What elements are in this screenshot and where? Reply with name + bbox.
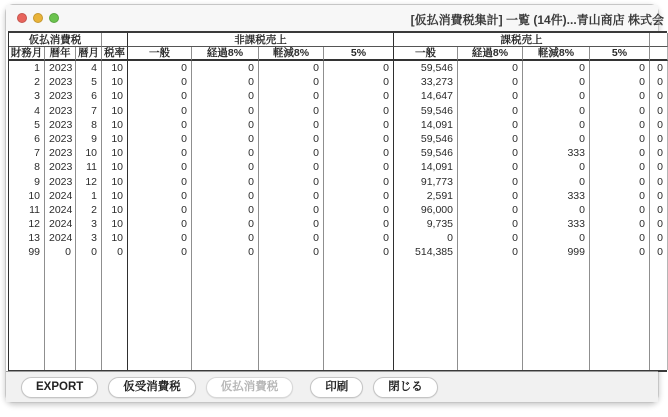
table-cell[interactable]: 10 (102, 231, 128, 245)
table-cell[interactable]: 91,773 (394, 175, 458, 189)
table-cell[interactable]: 0 (590, 189, 650, 203)
table-cell[interactable]: 0 (650, 175, 668, 189)
table-cell[interactable]: 0 (259, 203, 324, 217)
table-cell[interactable]: 0 (458, 146, 523, 160)
print-button[interactable]: 印刷 (310, 377, 363, 398)
temporary-received-tax-button[interactable]: 仮受消費税 (108, 377, 196, 398)
table-cell[interactable]: 0 (192, 61, 259, 75)
table-cell[interactable]: 0 (128, 175, 192, 189)
table-cell[interactable]: 2023 (45, 61, 76, 75)
table-cell[interactable]: 6 (76, 89, 102, 103)
table-cell[interactable]: 0 (650, 61, 668, 75)
table-cell[interactable]: 0 (76, 245, 102, 259)
table-cell[interactable]: 333 (523, 217, 590, 231)
table-cell[interactable]: 2023 (45, 118, 76, 132)
table-cell[interactable]: 4 (9, 104, 45, 118)
table-cell[interactable]: 10 (102, 132, 128, 146)
table-cell[interactable]: 0 (192, 175, 259, 189)
table-cell[interactable]: 0 (128, 89, 192, 103)
column-header: 暦月 (76, 47, 102, 61)
table-cell[interactable]: 7 (9, 146, 45, 160)
table-cell[interactable]: 0 (590, 89, 650, 103)
column-header: 一般 (128, 47, 192, 61)
table-cell[interactable]: 0 (259, 175, 324, 189)
table-cell[interactable]: 333 (523, 189, 590, 203)
table-cell[interactable]: 10 (102, 118, 128, 132)
table-cell[interactable]: 0 (590, 61, 650, 75)
table-cell[interactable]: 0 (324, 231, 394, 245)
table-cell[interactable]: 8 (9, 160, 45, 174)
table-cell[interactable]: 14,091 (394, 160, 458, 174)
table-cell[interactable]: 0 (324, 61, 394, 75)
table-cell[interactable]: 2,591 (394, 189, 458, 203)
table-cell[interactable]: 10 (102, 89, 128, 103)
export-button[interactable]: EXPORT (21, 377, 98, 398)
column-header: 5% (324, 47, 394, 61)
table-cell[interactable]: 2023 (45, 146, 76, 160)
table-cell[interactable]: 13 (9, 231, 45, 245)
traffic-lights (17, 13, 59, 23)
table-cell[interactable]: 0 (523, 118, 590, 132)
column-group-header (102, 33, 128, 47)
table-cell[interactable]: 0 (523, 160, 590, 174)
table-cell[interactable]: 5 (76, 75, 102, 89)
table-cell[interactable]: 0 (324, 217, 394, 231)
table-cell[interactable]: 0 (650, 203, 668, 217)
table-cell[interactable]: 0 (192, 75, 259, 89)
title-bar (6, 5, 664, 31)
table-cell[interactable]: 10 (76, 146, 102, 160)
table-cell[interactable]: 0 (259, 217, 324, 231)
column-header (650, 47, 668, 61)
table-cell[interactable]: 0 (128, 118, 192, 132)
column-group-header (650, 33, 668, 47)
table-cell[interactable]: 0 (324, 189, 394, 203)
table-cell[interactable]: 0 (590, 104, 650, 118)
column-header: 税率 (102, 47, 128, 61)
table-cell[interactable]: 999 (523, 245, 590, 259)
filler-cell (590, 260, 650, 370)
table-cell[interactable]: 0 (650, 118, 668, 132)
tax-summary-table (8, 31, 667, 372)
column-header: 財務月 (9, 47, 45, 61)
table-cell[interactable]: 3 (9, 89, 45, 103)
table-cell[interactable]: 0 (458, 61, 523, 75)
table-cell[interactable]: 6 (9, 132, 45, 146)
table-cell[interactable]: 0 (259, 245, 324, 259)
table-cell[interactable]: 1 (76, 189, 102, 203)
table-cell[interactable]: 0 (458, 132, 523, 146)
table-cell[interactable]: 0 (324, 146, 394, 160)
table-cell[interactable]: 0 (128, 189, 192, 203)
table-cell[interactable]: 0 (523, 61, 590, 75)
table-cell[interactable]: 0 (324, 104, 394, 118)
table-cell[interactable]: 0 (394, 231, 458, 245)
table-cell[interactable]: 0 (324, 132, 394, 146)
table-cell[interactable]: 59,546 (394, 61, 458, 75)
column-header: 軽減8% (523, 47, 590, 61)
temporary-paid-tax-button[interactable]: 仮払消費税 (206, 377, 294, 398)
table-cell[interactable]: 0 (458, 104, 523, 118)
column-header: 一般 (394, 47, 458, 61)
table-cell[interactable]: 0 (128, 75, 192, 89)
table-cell[interactable]: 2023 (45, 89, 76, 103)
table-cell[interactable]: 0 (128, 104, 192, 118)
table-cell[interactable]: 0 (458, 217, 523, 231)
table-cell[interactable]: 0 (458, 203, 523, 217)
column-header: 5% (590, 47, 650, 61)
table-cell[interactable]: 10 (102, 217, 128, 231)
table-cell[interactable]: 1 (9, 61, 45, 75)
filler-cell (76, 260, 102, 370)
table-cell[interactable]: 0 (324, 89, 394, 103)
filler-cell (394, 260, 458, 370)
column-header: 暦年 (45, 47, 76, 61)
table-cell[interactable]: 0 (128, 132, 192, 146)
table-cell[interactable]: 0 (523, 104, 590, 118)
table-cell[interactable]: 0 (128, 217, 192, 231)
table-cell[interactable]: 0 (192, 104, 259, 118)
table-cell[interactable]: 10 (102, 203, 128, 217)
table-cell[interactable]: 0 (650, 146, 668, 160)
table-cell[interactable]: 9 (9, 175, 45, 189)
table-cell[interactable]: 0 (192, 189, 259, 203)
table-cell[interactable]: 59,546 (394, 132, 458, 146)
table-cell[interactable]: 0 (324, 160, 394, 174)
table-cell[interactable]: 59,546 (394, 104, 458, 118)
table-cell[interactable]: 14,647 (394, 89, 458, 103)
table-cell[interactable]: 0 (45, 245, 76, 259)
table-cell[interactable]: 2023 (45, 160, 76, 174)
table-cell[interactable]: 9 (76, 132, 102, 146)
table-cell[interactable]: 0 (324, 245, 394, 259)
minimize-window-button[interactable] (33, 13, 43, 23)
table-cell[interactable]: 8 (76, 118, 102, 132)
table-cell[interactable]: 0 (324, 118, 394, 132)
table-cell[interactable]: 0 (590, 203, 650, 217)
table-cell[interactable]: 10 (102, 104, 128, 118)
table-cell[interactable]: 333 (523, 146, 590, 160)
column-group-header: 仮払消費税 (9, 33, 102, 47)
table-cell[interactable]: 2024 (45, 189, 76, 203)
table-cell[interactable]: 0 (523, 203, 590, 217)
table-cell[interactable]: 0 (324, 203, 394, 217)
table-cell[interactable]: 0 (650, 245, 668, 259)
table-cell[interactable]: 0 (650, 89, 668, 103)
table-cell[interactable]: 12 (76, 175, 102, 189)
table-cell[interactable]: 0 (590, 217, 650, 231)
table-cell[interactable]: 11 (76, 160, 102, 174)
table-cell[interactable]: 0 (590, 175, 650, 189)
table-cell[interactable]: 2024 (45, 231, 76, 245)
table-cell[interactable]: 0 (259, 61, 324, 75)
column-group-header: 課税売上 (394, 33, 650, 47)
table-cell[interactable]: 10 (102, 61, 128, 75)
table-cell[interactable]: 0 (590, 146, 650, 160)
table-cell[interactable]: 0 (259, 75, 324, 89)
table-cell[interactable]: 0 (523, 231, 590, 245)
table-cell[interactable]: 12 (9, 217, 45, 231)
table-cell[interactable]: 0 (590, 75, 650, 89)
table-cell[interactable]: 4 (76, 61, 102, 75)
table-cell[interactable]: 59,546 (394, 146, 458, 160)
table-cell[interactable]: 0 (458, 118, 523, 132)
column-header: 経過8% (192, 47, 259, 61)
filler-cell (259, 260, 324, 370)
table-cell[interactable]: 0 (650, 160, 668, 174)
table-cell[interactable]: 0 (192, 118, 259, 132)
table-cell[interactable]: 0 (128, 245, 192, 259)
close-button[interactable]: 閉じる (373, 377, 438, 398)
table-cell[interactable]: 0 (192, 160, 259, 174)
table-cell[interactable]: 0 (192, 217, 259, 231)
table-cell[interactable]: 0 (650, 132, 668, 146)
table-cell[interactable]: 10 (102, 175, 128, 189)
table-cell[interactable]: 0 (128, 146, 192, 160)
table-cell[interactable]: 3 (76, 231, 102, 245)
table-cell[interactable]: 2 (76, 203, 102, 217)
table-cell[interactable]: 2 (9, 75, 45, 89)
table-cell[interactable]: 0 (128, 231, 192, 245)
table-cell[interactable]: 0 (259, 231, 324, 245)
table-cell[interactable]: 0 (128, 160, 192, 174)
zoom-window-button[interactable] (49, 13, 59, 23)
filler-cell (192, 260, 259, 370)
table-cell[interactable]: 0 (259, 104, 324, 118)
filler-cell (650, 260, 668, 370)
table-cell[interactable]: 0 (650, 75, 668, 89)
table-cell[interactable]: 5 (9, 118, 45, 132)
table-cell[interactable]: 0 (523, 75, 590, 89)
table-cell[interactable]: 10 (102, 189, 128, 203)
table-cell[interactable]: 0 (192, 203, 259, 217)
table-cell[interactable]: 0 (324, 75, 394, 89)
table-cell[interactable]: 0 (458, 160, 523, 174)
table-cell[interactable]: 0 (192, 89, 259, 103)
table-cell[interactable]: 0 (458, 245, 523, 259)
table-cell[interactable]: 14,091 (394, 118, 458, 132)
filler-cell (102, 260, 128, 370)
table-cell[interactable]: 96,000 (394, 203, 458, 217)
table-cell[interactable]: 0 (458, 175, 523, 189)
filler-cell (324, 260, 394, 370)
table-cell[interactable]: 0 (102, 245, 128, 259)
filler-cell (458, 260, 523, 370)
column-header: 経過8% (458, 47, 523, 61)
table-cell[interactable]: 0 (192, 245, 259, 259)
filler-cell (523, 260, 590, 370)
filler-cell (45, 260, 76, 370)
table-cell[interactable]: 0 (259, 132, 324, 146)
table-cell[interactable]: 0 (259, 89, 324, 103)
table-cell[interactable]: 2024 (45, 217, 76, 231)
button-bar (6, 371, 658, 402)
table-cell[interactable]: 0 (650, 231, 668, 245)
close-window-button[interactable] (17, 13, 27, 23)
table-cell[interactable]: 2023 (45, 132, 76, 146)
table-cell[interactable]: 10 (102, 160, 128, 174)
table-cell[interactable]: 33,273 (394, 75, 458, 89)
table-cell[interactable]: 0 (650, 104, 668, 118)
table-cell[interactable]: 2023 (45, 75, 76, 89)
app-window (5, 4, 664, 403)
table-cell[interactable]: 0 (523, 89, 590, 103)
table-cell[interactable]: 0 (192, 132, 259, 146)
window-title: [仮払消費税集計] 一覧 (14件)...青山商店 株式会 (410, 13, 664, 27)
table-cell[interactable]: 0 (192, 146, 259, 160)
column-group-header: 非課税売上 (128, 33, 394, 47)
table-cell[interactable]: 2023 (45, 175, 76, 189)
table-cell[interactable]: 0 (259, 160, 324, 174)
table-cell[interactable]: 2023 (45, 104, 76, 118)
table-cell[interactable]: 514,385 (394, 245, 458, 259)
table-cell[interactable]: 0 (523, 175, 590, 189)
table-cell[interactable]: 0 (128, 203, 192, 217)
table-cell[interactable]: 10 (102, 75, 128, 89)
table-cell[interactable]: 9,735 (394, 217, 458, 231)
table-cell[interactable]: 0 (259, 146, 324, 160)
table-cell[interactable]: 0 (324, 175, 394, 189)
table-cell[interactable]: 3 (76, 217, 102, 231)
filler-cell (128, 260, 192, 370)
table-cell[interactable]: 2024 (45, 203, 76, 217)
table-cell[interactable]: 0 (259, 118, 324, 132)
table-cell[interactable]: 0 (259, 189, 324, 203)
table-cell[interactable]: 0 (458, 89, 523, 103)
table-cell[interactable]: 0 (650, 217, 668, 231)
table-cell[interactable]: 0 (590, 160, 650, 174)
table-cell[interactable]: 0 (590, 245, 650, 259)
filler-cell (9, 260, 45, 370)
table-cell[interactable]: 10 (9, 189, 45, 203)
table-cell[interactable]: 0 (590, 118, 650, 132)
table-cell[interactable]: 0 (458, 75, 523, 89)
table-cell[interactable]: 10 (102, 146, 128, 160)
table-cell[interactable]: 0 (128, 61, 192, 75)
table-cell[interactable]: 7 (76, 104, 102, 118)
table-cell[interactable]: 0 (590, 132, 650, 146)
table-cell[interactable]: 0 (590, 231, 650, 245)
table-cell[interactable]: 99 (9, 245, 45, 259)
table-cell[interactable]: 11 (9, 203, 45, 217)
table-cell[interactable]: 0 (458, 231, 523, 245)
column-header: 軽減8% (259, 47, 324, 61)
table-cell[interactable]: 0 (458, 189, 523, 203)
table-cell[interactable]: 0 (523, 132, 590, 146)
table-cell[interactable]: 0 (650, 189, 668, 203)
table-cell[interactable]: 0 (192, 231, 259, 245)
